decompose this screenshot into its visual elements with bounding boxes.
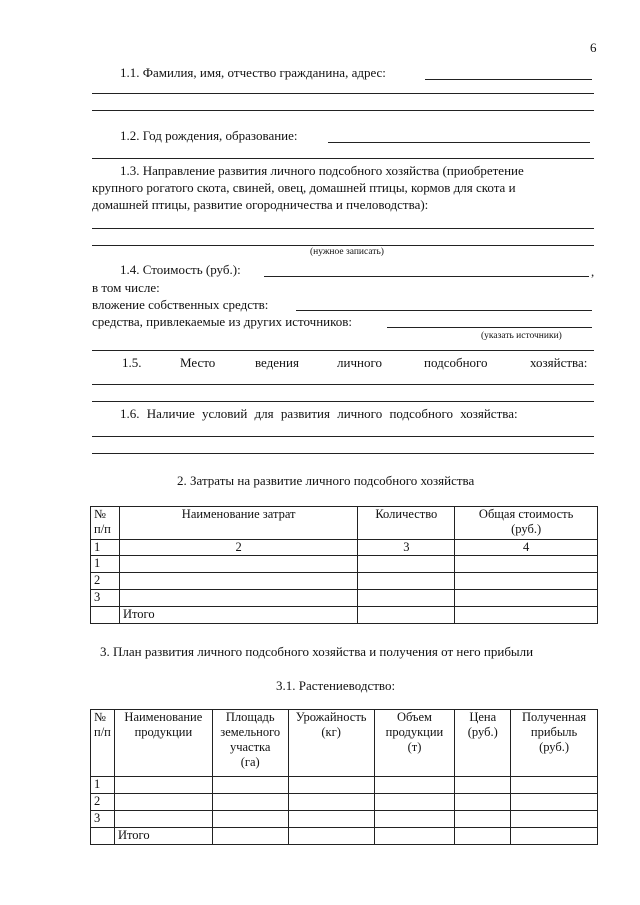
crops-cell[interactable] <box>455 811 511 828</box>
section-1-4-note: (указать источники) <box>481 331 562 341</box>
crops-cell[interactable] <box>114 811 212 828</box>
crops-cell[interactable] <box>212 777 288 794</box>
crops-cell[interactable] <box>288 811 374 828</box>
direction-line-1[interactable] <box>92 228 594 229</box>
conditions-line-2[interactable] <box>92 453 594 454</box>
crops-header-area: Площадь земельного участка (га) <box>212 710 288 777</box>
section-1-3-line1: 1.3. Направление развития личного подсобного хозяйства (приобретение <box>120 163 524 178</box>
crops-cell[interactable] <box>91 828 115 845</box>
crops-cell[interactable] <box>114 777 212 794</box>
crops-table <box>90 709 598 845</box>
costs-cell[interactable] <box>119 556 357 573</box>
crops-cell[interactable] <box>374 794 455 811</box>
costs-table <box>90 506 598 624</box>
costs-cell[interactable] <box>358 556 455 573</box>
section-1-3-note: (нужное записать) <box>310 247 384 257</box>
costs-colnum-2: 2 <box>119 540 357 556</box>
address-line-2[interactable] <box>92 110 594 111</box>
table-row <box>91 556 598 573</box>
crops-cell[interactable] <box>511 794 598 811</box>
crops-header-yield: Урожайность (кг) <box>288 710 374 777</box>
costs-colnum-1: 1 <box>91 540 120 556</box>
crops-cell[interactable] <box>374 777 455 794</box>
crops-cell[interactable] <box>455 794 511 811</box>
crops-cell[interactable] <box>288 794 374 811</box>
costs-cell[interactable] <box>119 590 357 607</box>
section-1-3-line2: крупного рогатого скота, свиней, овец, домашней птицы, кормов для скота и <box>92 180 516 195</box>
costs-cell[interactable] <box>455 607 598 624</box>
costs-colnum-3: 3 <box>358 540 455 556</box>
address-line-1[interactable] <box>92 93 594 94</box>
section-1-5-w3: ведения <box>255 355 299 370</box>
other-sources-field[interactable] <box>387 327 592 328</box>
crops-row-num: 2 <box>91 794 115 811</box>
crops-header-profit: Полученная прибыль (руб.) <box>511 710 598 777</box>
section-3-title: 3. План развития личного подсобного хозяйства и получения от него прибыли <box>100 644 534 659</box>
table-row <box>91 811 598 828</box>
crops-cell[interactable] <box>114 794 212 811</box>
crops-cell[interactable] <box>455 777 511 794</box>
crops-header-volume: Объем продукции (т) <box>374 710 455 777</box>
section-2-title: 2. Затраты на развитие личного подсобного хозяйства <box>177 473 475 488</box>
crops-cell[interactable] <box>455 828 511 845</box>
costs-total-label: Итого <box>119 607 357 624</box>
costs-row-num: 2 <box>91 573 120 590</box>
crops-header-product: Наименование продукции <box>114 710 212 777</box>
section-1-2-label: 1.2. Год рождения, образование: <box>120 128 298 143</box>
crops-cell[interactable] <box>511 828 598 845</box>
crops-cell[interactable] <box>374 811 455 828</box>
own-funds-label: вложение собственных средств: <box>92 297 269 312</box>
costs-header-qty: Количество <box>358 507 455 540</box>
section-1-5-w4: личного <box>337 355 382 370</box>
page-number: 6 <box>590 40 597 55</box>
section-1-5-w1: 1.5. <box>122 355 142 370</box>
costs-colnum-4: 4 <box>455 540 598 556</box>
crops-header-price: Цена (руб.) <box>455 710 511 777</box>
place-line-1[interactable] <box>92 384 594 385</box>
costs-header-name: Наименование затрат <box>119 507 357 540</box>
other-sources-label: средства, привлекаемые из других источников: <box>92 314 353 329</box>
crops-row-num: 1 <box>91 777 115 794</box>
section-1-5-w2: Место <box>180 355 216 370</box>
direction-line-2[interactable] <box>92 245 594 246</box>
costs-header-num: № п/п <box>91 507 120 540</box>
crops-cell[interactable] <box>212 811 288 828</box>
sources-line[interactable] <box>92 350 594 351</box>
costs-cell[interactable] <box>358 607 455 624</box>
costs-row-num: 3 <box>91 590 120 607</box>
section-1-5-w6: хозяйства: <box>530 355 588 370</box>
costs-cell[interactable] <box>455 556 598 573</box>
crops-cell[interactable] <box>511 811 598 828</box>
section-1-5-w5: подсобного <box>424 355 488 370</box>
section-1-3-line3: домашней птицы, развитие огородничества и пчеловодства): <box>92 197 429 212</box>
section-3-1-subtitle: 3.1. Растениеводство: <box>276 678 396 693</box>
crops-cell[interactable] <box>374 828 455 845</box>
table-row-total <box>91 828 598 845</box>
costs-header-total: Общая стоимость (руб.) <box>455 507 598 540</box>
costs-cell[interactable] <box>455 573 598 590</box>
costs-cell[interactable] <box>91 607 120 624</box>
crops-cell[interactable] <box>511 777 598 794</box>
costs-row-num: 1 <box>91 556 120 573</box>
conditions-line-1[interactable] <box>92 436 594 437</box>
including-label: в том числе: <box>92 280 160 295</box>
costs-cell[interactable] <box>119 573 357 590</box>
section-1-6-label: 1.6. Наличие условий для развития личного подсобного хозяйства: <box>120 406 518 421</box>
crops-cell[interactable] <box>212 828 288 845</box>
fullname-address-field[interactable] <box>425 79 592 80</box>
table-row <box>91 590 598 607</box>
crops-row-num: 3 <box>91 811 115 828</box>
birth-education-field[interactable] <box>328 142 590 143</box>
section-1-4-label: 1.4. Стоимость (руб.): <box>120 262 241 277</box>
crops-cell[interactable] <box>212 794 288 811</box>
place-line-2[interactable] <box>92 401 594 402</box>
crops-total-label: Итого <box>114 828 212 845</box>
cost-comma: , <box>591 264 595 279</box>
table-row <box>91 794 598 811</box>
crops-cell[interactable] <box>288 777 374 794</box>
section-1-1-label: 1.1. Фамилия, имя, отчество гражданина, адрес: <box>120 65 386 80</box>
cost-field[interactable] <box>264 276 589 277</box>
table-row <box>91 573 598 590</box>
crops-cell[interactable] <box>288 828 374 845</box>
costs-cell[interactable] <box>455 590 598 607</box>
costs-cell[interactable] <box>358 590 455 607</box>
crops-header-num: № п/п <box>91 710 115 777</box>
own-funds-field[interactable] <box>296 310 592 311</box>
education-line[interactable] <box>92 158 594 159</box>
costs-cell[interactable] <box>358 573 455 590</box>
table-row-total <box>91 607 598 624</box>
table-row <box>91 777 598 794</box>
